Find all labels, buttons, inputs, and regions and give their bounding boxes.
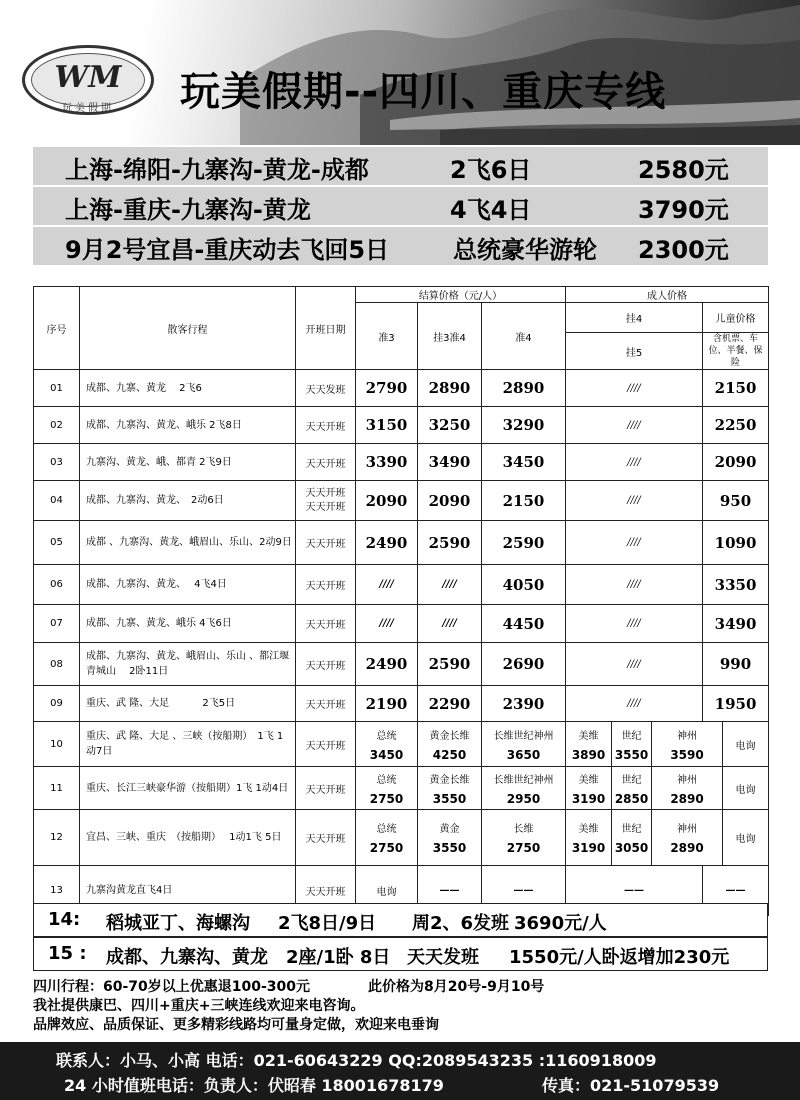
price-gua3zhun4: 2890 (418, 370, 482, 407)
price-gua3zhun4: 2590 (418, 643, 482, 686)
row-itinerary: 宜昌、三峡、重庆 （按船期） 1动1飞 5日 (80, 810, 296, 866)
table-row (34, 722, 769, 767)
price-gua4: //// (566, 521, 703, 565)
note-line: 我社提供康巴、四川+重庆+三峡连线欢迎来电咨询。 (33, 998, 365, 1014)
row-itinerary: 成都、九寨沟、黄龙、峨眉山、乐山 、都江堰 青城山 2卧11日 (80, 643, 296, 686)
row-schedule: 天天开班 (296, 444, 356, 481)
price-dash: —— (482, 866, 566, 916)
extra-route-no: 14: (48, 909, 81, 930)
row-itinerary: 成都、九寨、黄龙 2飞6 (80, 370, 296, 407)
price-gua3zhun4: 3490 (418, 444, 482, 481)
row-no: 02 (34, 407, 80, 444)
price-gua3zhun4: //// (418, 565, 482, 605)
route-price: 2580元 (638, 156, 729, 184)
extra-route-price: 1550元/人卧返增加230元 (509, 947, 730, 968)
extra-route-name: 成都、九寨沟、黄龙 (106, 947, 268, 968)
header-gua5: 挂5 (566, 333, 703, 370)
row-schedule: 天天开班 (296, 605, 356, 643)
note-line: 此价格为8月20号-9月10号 (368, 979, 545, 995)
row-itinerary: 成都、九寨沟、黄龙、 2动6日 (80, 481, 296, 521)
cruise-cell: 美维 3190 (566, 810, 612, 866)
header-schedule: 开班日期 (296, 287, 356, 370)
row-schedule: 天天开班 (296, 722, 356, 767)
row-no: 12 (34, 810, 80, 866)
price-zhun3: 2790 (356, 370, 418, 407)
price-zhun3: 2090 (356, 481, 418, 521)
header-zhun3: 准3 (356, 303, 418, 370)
price-child: 2090 (703, 444, 769, 481)
row-no: 07 (34, 605, 80, 643)
cruise-cell: 世纪 3050 (612, 810, 652, 866)
row-schedule: 天天开班 (296, 866, 356, 916)
extra-route-name: 稻城亚丁、海螺沟 (106, 913, 250, 934)
price-gua4: //// (566, 643, 703, 686)
row-schedule: 天天开班 (296, 686, 356, 722)
price-zhun3: 2490 (356, 521, 418, 565)
row-schedule: 天天开班 (296, 810, 356, 866)
price-child: 3350 (703, 565, 769, 605)
row-schedule: 天天开班 (296, 521, 356, 565)
table-row (34, 767, 769, 810)
price-zhun4: 4450 (482, 605, 566, 643)
price-child: 2150 (703, 370, 769, 407)
price-zhun4: 2390 (482, 686, 566, 722)
price-zhun4: 3450 (482, 444, 566, 481)
price-child: 电询 (723, 767, 769, 810)
table-row (34, 643, 769, 686)
price-dash: —— (566, 866, 703, 916)
table-row (34, 481, 769, 521)
price-zhun4: 2590 (482, 521, 566, 565)
price-zhun4: 3290 (482, 407, 566, 444)
cruise-cell: 神州 2890 (652, 767, 723, 810)
price-child: 3490 (703, 605, 769, 643)
price-zhun3: 3150 (356, 407, 418, 444)
price-gua3zhun4: 2590 (418, 521, 482, 565)
price-gua3zhun4: //// (418, 605, 482, 643)
cruise-cell: 长维 2750 (482, 810, 566, 866)
row-no: 08 (34, 643, 80, 686)
fax-line: 传真：021-51079539 (542, 1076, 720, 1095)
page-title: 玩美假期--四川、重庆专线 (180, 69, 667, 115)
cruise-cell: 总统 2750 (356, 767, 418, 810)
note-line: 品牌效应、品质保证、更多精彩线路均可量身定做，欢迎来电垂询 (33, 1017, 439, 1033)
price-zhun3: //// (356, 605, 418, 643)
price-gua4: //// (566, 565, 703, 605)
table-row (34, 444, 769, 481)
price-gua3zhun4: 2290 (418, 686, 482, 722)
cruise-cell: 神州 2890 (652, 810, 723, 866)
price-zhun4: 2890 (482, 370, 566, 407)
header-gua4: 挂4 (566, 303, 703, 333)
header-banner (0, 0, 800, 145)
route-name: 9月2号宜昌-重庆动去飞回5日 (65, 236, 390, 264)
extra-route-mode: 2飞8日/9日 (278, 913, 377, 934)
price-zhun3: 电询 (356, 866, 418, 916)
row-itinerary: 成都、九寨沟、黄龙、 4飞4日 (80, 565, 296, 605)
price-zhun3: //// (356, 565, 418, 605)
extra-route-no: 15 : (48, 943, 87, 964)
header-child: 儿童价格 (703, 303, 769, 333)
price-gua4: //// (566, 686, 703, 722)
cruise-cell: 美维 3890 (566, 722, 612, 767)
row-itinerary: 九寨沟、黄龙、峨、都青 2飞9日 (80, 444, 296, 481)
cruise-cell: 黄金长维 4250 (418, 722, 482, 767)
price-zhun3: 3390 (356, 444, 418, 481)
company-logo (22, 45, 154, 115)
price-zhun4: 2690 (482, 643, 566, 686)
price-table (33, 286, 769, 916)
price-child: 电询 (723, 722, 769, 767)
row-no: 13 (34, 866, 80, 916)
row-itinerary: 重庆、武 隆、大足 、三峡（按船期） 1飞 1动7日 (80, 722, 296, 767)
table-row (34, 521, 769, 565)
row-no: 01 (34, 370, 80, 407)
row-itinerary: 成都 、九寨沟、黄龙、峨眉山、乐山、2动9日 (80, 521, 296, 565)
cruise-cell: 神州 3590 (652, 722, 723, 767)
header-seq: 序号 (34, 287, 80, 370)
price-gua3zhun4: 3250 (418, 407, 482, 444)
duty-line: 24 小时值班电话：负责人：伏昭春 18001678179 (64, 1076, 444, 1095)
price-child: 1090 (703, 521, 769, 565)
row-schedule: 天天开班 (296, 643, 356, 686)
row-schedule: 天天发班 (296, 370, 356, 407)
route-mode: 总统豪华游轮 (453, 236, 597, 264)
price-zhun3: 2490 (356, 643, 418, 686)
row-no: 03 (34, 444, 80, 481)
cruise-cell: 长维世纪神州 2950 (482, 767, 566, 810)
header-adult-price: 成人价格 (566, 287, 769, 303)
header-settle-price: 结算价格（元/人） (356, 287, 566, 303)
extra-route-price: 3690元/人 (514, 913, 607, 934)
row-no: 09 (34, 686, 80, 722)
price-child: 电询 (723, 810, 769, 866)
route-price: 3790元 (638, 196, 729, 224)
price-gua4: //// (566, 370, 703, 407)
row-no: 05 (34, 521, 80, 565)
row-itinerary: 成都、九寨沟、黄龙、峨乐 2飞8日 (80, 407, 296, 444)
row-schedule: 天天开班 天天开班 (296, 481, 356, 521)
price-child: 990 (703, 643, 769, 686)
row-schedule: 天天开班 (296, 407, 356, 444)
row-no: 04 (34, 481, 80, 521)
price-child: 2250 (703, 407, 769, 444)
row-itinerary: 重庆、长江三峡豪华游（按船期）1飞 1动4日 (80, 767, 296, 810)
row-no: 10 (34, 722, 80, 767)
extra-route (33, 903, 768, 937)
logo-mark: WM (54, 60, 122, 95)
price-zhun4: 4050 (482, 565, 566, 605)
price-child: 950 (703, 481, 769, 521)
price-gua4: //// (566, 444, 703, 481)
table-row (34, 686, 769, 722)
route-name: 上海-重庆-九寨沟-黄龙 (65, 196, 311, 224)
header-zhun4: 准4 (482, 303, 566, 370)
table-row (34, 407, 769, 444)
row-itinerary: 成都、九寨、黄龙、峨乐 4飞6日 (80, 605, 296, 643)
cruise-cell: 世纪 3550 (612, 722, 652, 767)
route-price: 2300元 (638, 236, 729, 264)
cruise-cell: 美维 3190 (566, 767, 612, 810)
price-zhun3: 2190 (356, 686, 418, 722)
row-no: 11 (34, 767, 80, 810)
cruise-cell: 总统 2750 (356, 810, 418, 866)
table-row (34, 565, 769, 605)
header-gua3zhun4: 挂3准4 (418, 303, 482, 370)
cruise-cell: 长维世纪神州 3650 (482, 722, 566, 767)
row-no: 06 (34, 565, 80, 605)
price-dash: —— (418, 866, 482, 916)
route-name: 上海-绵阳-九寨沟-黄龙-成都 (65, 156, 369, 184)
row-itinerary: 九寨沟黄龙直飞4日 (80, 866, 296, 916)
route-band (33, 227, 768, 265)
notes (33, 978, 544, 1035)
extra-route-days: 天天发班 (407, 947, 479, 968)
cruise-cell: 黄金长维 3550 (418, 767, 482, 810)
price-gua4: //// (566, 605, 703, 643)
table-row (34, 370, 769, 407)
route-band (33, 147, 768, 185)
route-band (33, 187, 768, 225)
header-child-note: 含机票、车位、半餐、保险 (703, 333, 769, 370)
row-schedule: 天天开班 (296, 565, 356, 605)
route-mode: 4飞4日 (450, 196, 532, 224)
extra-route-days: 周2、6发班 (412, 913, 510, 934)
price-gua3zhun4: 2090 (418, 481, 482, 521)
logo-text: 玩美假期 (62, 103, 114, 114)
extra-route (33, 937, 768, 971)
table-row (34, 810, 769, 866)
row-schedule: 天天开班 (296, 767, 356, 810)
extra-route-mode: 2座/1卧 8日 (286, 947, 391, 968)
price-gua4: //// (566, 407, 703, 444)
row-itinerary: 重庆、武 隆、大足 2飞5日 (80, 686, 296, 722)
cruise-cell: 世纪 2850 (612, 767, 652, 810)
price-dash: —— (703, 866, 769, 916)
route-mode: 2飞6日 (450, 156, 532, 184)
price-zhun4: 2150 (482, 481, 566, 521)
price-child: 1950 (703, 686, 769, 722)
contact-line: 联系人：小马、小高 电话：021-60643229 QQ:2089543235 :1160918009 (56, 1051, 657, 1070)
footer-contact-bar (0, 1042, 800, 1100)
table-row (34, 605, 769, 643)
price-gua4: //// (566, 481, 703, 521)
cruise-cell: 总统 3450 (356, 722, 418, 767)
header-itinerary: 散客行程 (80, 287, 296, 370)
note-line: 四川行程：60-70岁以上优惠退100-300元 (33, 979, 311, 995)
cruise-cell: 黄金 3550 (418, 810, 482, 866)
